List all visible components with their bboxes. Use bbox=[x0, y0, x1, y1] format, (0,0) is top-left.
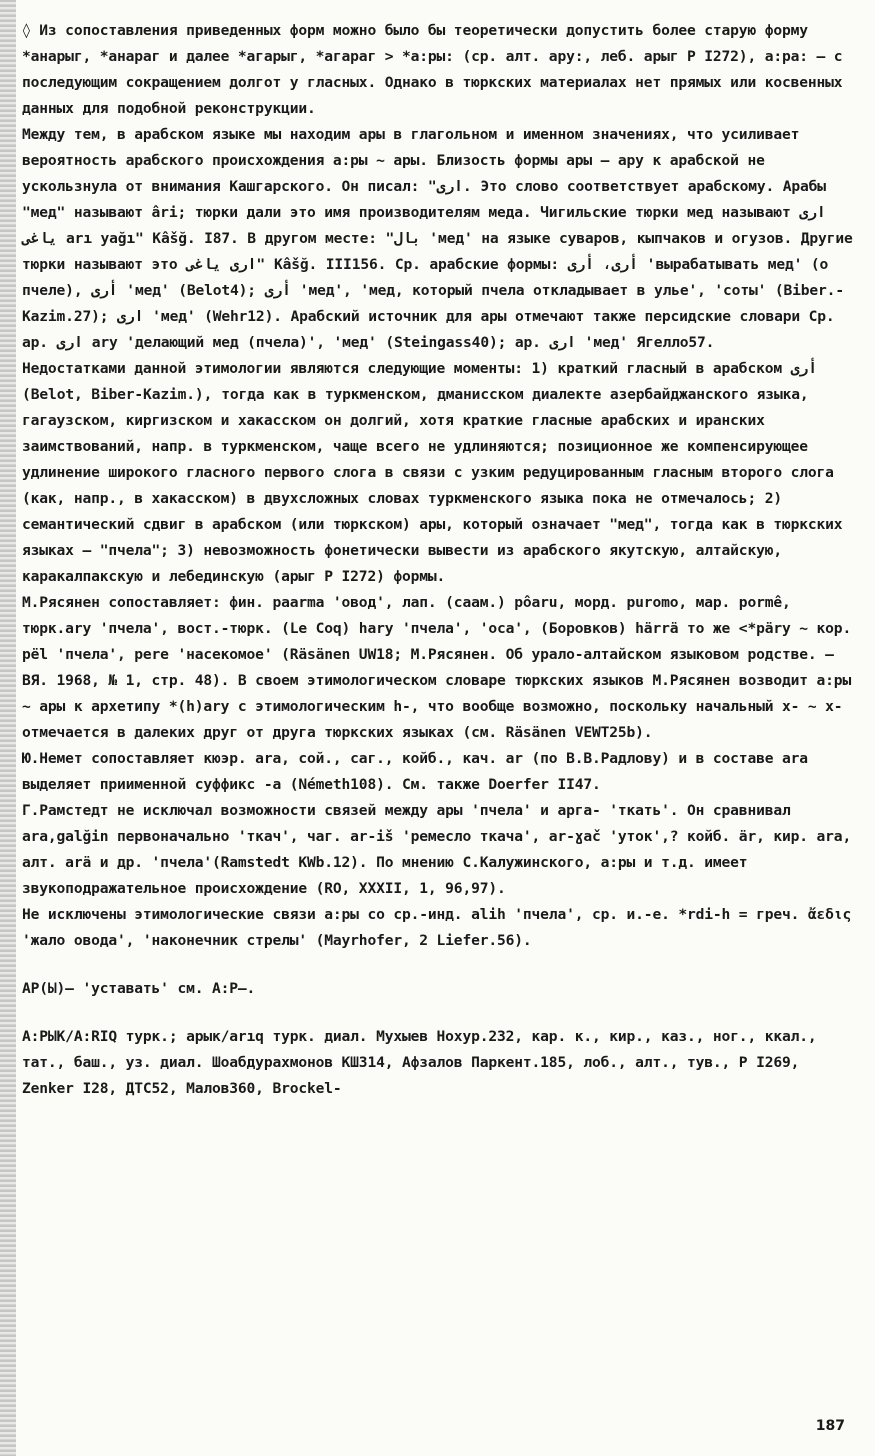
paragraph-nemeth: Ю.Немет сопоставляет кюэр. ara, сой., саг., койб., кач. ar (по В.В.Радлову) и в составе ara выделяет приименной суффикс -a (Németh108). См. также Doerfer II47. bbox=[22, 750, 808, 793]
document-page bbox=[22, 18, 857, 1102]
paragraph-rasanen: М.Рясянен сопоставляет: фин. paarma 'овод', лап. (саам.) pôaru, морд. puromo, мар. pormê, тюрк.ary 'пчела', вост.-тюрк. (Le Coq) hary 'пчела', 'оса', (Боровков) härrä то же <*päry ~ кор. pël 'пчела', pere 'насекомое' (Räsänen UW18; М.Рясянен. Об урало-алтайском языковом родстве. – ВЯ. 1968, № 1, стр. 48). В своем этимологическом словаре тюркских языков М.Рясянен возводит а:ры ~ ары к архетипу *(h)ary с этимологическим h-, что вообще возможно, поскольку начальный х- ~ х- отмечается в далеких друг от друга тюркских языках (см. Räsänen VEWT25b). bbox=[22, 594, 852, 741]
entry-ar: АР(Ы)– 'уставать' см. А:Р–. bbox=[22, 980, 256, 997]
paragraph-indo-european: Не исключены этимологические связи а:ры со ср.-инд. alih 'пчела', ср. и.-е. *rdi-h = греч. ἄεδις 'жало овода', 'наконечник стрелы' (Mayrhofer, 2 Liefer.56). bbox=[22, 906, 852, 949]
page-number: 187 bbox=[815, 1418, 845, 1434]
scan-edge bbox=[0, 0, 16, 1456]
paragraph-arabic-origin: Между тем, в арабском языке мы находим ары в глагольном и именном значениях, что усиливает вероятность арабского происхождения а:ры ~ ары. Близость формы ары – ару к арабской не ускользнула от внимания Кашгарского. Он писал: "اری. Это слово соответствует арабскому. Арабы "мед" называют âri; тюрки дали это имя производителям меда. Чигильские тюрки мед называют اری یاغی arı yağı" Kâšğ. I87. В другом месте: "بال 'мед' на языке суваров, кыпчаков и огузов. Другие тюрки называют это اری یاغی" Kâšğ. III156. Ср. арабские формы: أری، أرى 'вырабатывать мед' (о пчеле), أری 'мед' (Belot4); أرى 'мед', 'мед, который пчела откладывает в улье', 'соты' (Biber.-Kazim.27); اری 'мед' (Wehr12). Арабский источник для ары отмечают также персидские словари Ср. ар. اری ary 'делающий мед (пчела)', 'мед' (Steingass40); ар. اری 'мед' Ягелло57. bbox=[22, 126, 853, 351]
paragraph-reconstruction: ◊ Из сопоставления приведенных форм можно было бы теоретически допустить более старую форму *анарыг, *анараг и далее *агарыг, *агараг > *а:ры: (ср. алт. ару:, леб. арыг Р I272), а:ра: – с последующим сокращением долгот у гласных. Однако в тюркских материалах нет прямых или косвенных данных для подобной реконструкции. bbox=[22, 22, 843, 117]
paragraph-ramstedt: Г.Рамстедт не исключал возможности связей между ары 'пчела' и арга- 'ткать'. Он сравнивал ara,galğin первоначально 'ткач', чаг. ar-iš 'ремесло ткача', ar-ɣač 'уток',? койб. är, кир. ara, алт. arä и др. 'пчела'(Ramstedt KWb.12). По мнению С.Калужинского, а:ры и т.д. имеет звукоподражательное происхождение (RO, XXXII, 1, 96,97). bbox=[22, 802, 852, 897]
paragraph-shortcomings: Недостатками данной этимологии являются следующие моменты: 1) краткий гласный в арабском أرى (Belot, Biber-Kazim.), тогда как в туркменском, дманисском диалекте азербайджанского языка, гагаузском, киргизском и хакасском он долгий, хотя краткие гласные арабских и иранских заимствований, напр. в туркменском, чаще всего не удлиняются; позиционное же компенсирующее удлинение широкого гласного первого слога в связи с узким редуцированным гласным второго слога (как, напр., в хакасском) в двухсложных словах туркменского языка пока не отмечалось; 2) семантический сдвиг в арабском (или тюркском) ары, который означает "мед", тогда как в тюркских языках – "пчела"; 3) невозможность фонетически вывести из арабского якутскую, алтайскую, каракалпакскую и лебединскую (арыг Р I272) формы. bbox=[22, 360, 843, 585]
entry-aryk: А:РЫК/A:RIQ турк.; арык/arıq турк. диал. Мухыев Нохур.232, кар. к., кир., каз., ног., ккал., тат., баш., уз. диал. Шоабдурахмонов КШ314, Афзалов Паркент.185, лоб., алт., тув., Р I269, Zenker I28, ДТС52, Малов360, Brockel- bbox=[22, 1028, 817, 1097]
spacer bbox=[22, 954, 857, 976]
spacer bbox=[22, 1002, 857, 1024]
